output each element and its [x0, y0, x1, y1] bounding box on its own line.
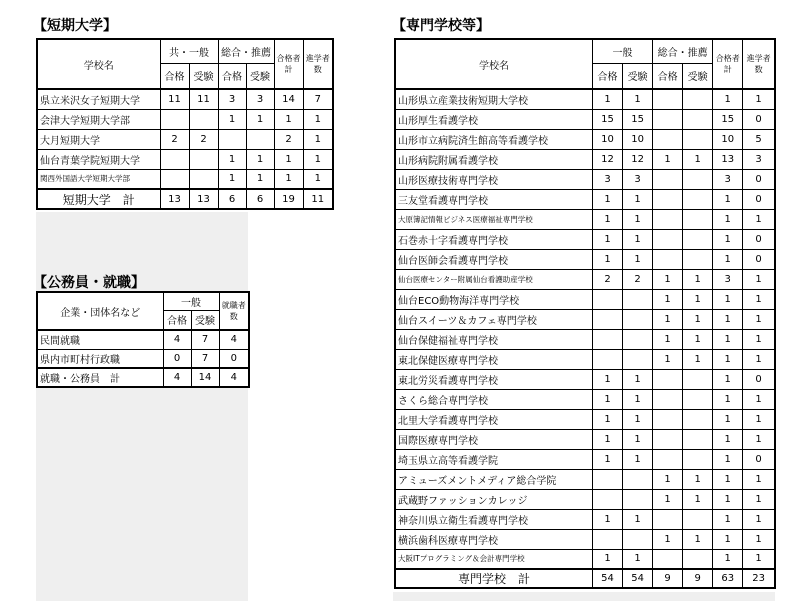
cell: 1	[743, 289, 775, 309]
cell: 1	[713, 209, 743, 229]
cell	[160, 169, 189, 189]
cell: 6	[246, 189, 274, 209]
cell: 1	[743, 429, 775, 449]
cell	[683, 409, 713, 429]
table-row	[395, 429, 775, 449]
cell: 1	[743, 409, 775, 429]
school-name: 山形病院附属看護学校	[395, 149, 593, 169]
cell	[623, 349, 653, 369]
cell: 1	[653, 289, 683, 309]
cell	[246, 129, 274, 149]
header-total-pass: 合格者計	[274, 39, 303, 89]
cell: 13	[189, 189, 218, 209]
cell	[653, 449, 683, 469]
table-row	[395, 389, 775, 409]
cell	[653, 189, 683, 209]
cell: 1	[218, 109, 246, 129]
cell: 9	[683, 569, 713, 588]
table-row	[37, 109, 333, 129]
cell: 1	[274, 169, 303, 189]
school-name: 山形市立病院済生館高等看護学校	[395, 129, 593, 149]
table-row	[395, 249, 775, 269]
table-row	[395, 489, 775, 509]
cell: 13	[160, 189, 189, 209]
cell: 1	[593, 89, 623, 109]
cell: 1	[713, 89, 743, 109]
cell: 1	[713, 489, 743, 509]
table-row	[395, 469, 775, 489]
cell: 11	[189, 89, 218, 109]
table-row	[37, 169, 333, 189]
cell: 1	[274, 109, 303, 129]
cell	[653, 129, 683, 149]
cell	[683, 449, 713, 469]
header-exam: 受験	[189, 63, 218, 89]
cell: 14	[191, 368, 219, 387]
cell: 10	[593, 129, 623, 149]
cell: 12	[593, 149, 623, 169]
cell: 1	[303, 129, 333, 149]
cell: 12	[623, 149, 653, 169]
school-name: 仙台青葉学院短期大学	[37, 149, 160, 169]
table-row	[395, 269, 775, 289]
cell: 1	[653, 529, 683, 549]
cell: 0	[743, 249, 775, 269]
cell: 1	[743, 509, 775, 529]
cell: 7	[303, 89, 333, 109]
cell: 4	[163, 368, 191, 387]
header-recommend: 総合・推薦	[218, 39, 274, 63]
cell: 1	[593, 209, 623, 229]
header-school-name: 学校名	[395, 39, 593, 89]
school-name: 仙台保健福祉専門学校	[395, 329, 593, 349]
cell	[593, 469, 623, 489]
cell: 1	[246, 169, 274, 189]
school-name: 大阪ITプログラミング＆会計専門学校	[395, 549, 593, 569]
table-row	[395, 189, 775, 209]
cell: 1	[653, 329, 683, 349]
cell: 7	[191, 330, 219, 349]
school-name: 国際医療専門学校	[395, 429, 593, 449]
header-enrolled: 進学者数	[303, 39, 333, 89]
cell: 3	[218, 89, 246, 109]
school-name: 山形厚生看護学校	[395, 109, 593, 129]
cell	[683, 369, 713, 389]
cell: 3	[743, 149, 775, 169]
cell: 1	[303, 169, 333, 189]
cell: 3	[713, 169, 743, 189]
school-name: 三友堂看護専門学校	[395, 189, 593, 209]
cell: 2	[189, 129, 218, 149]
cell: 1	[743, 209, 775, 229]
cell	[189, 149, 218, 169]
background-panel-right	[393, 592, 775, 601]
cell: 2	[160, 129, 189, 149]
cell: 1	[713, 449, 743, 469]
cell	[653, 89, 683, 109]
cell	[653, 509, 683, 529]
table-row	[395, 169, 775, 189]
organization-name: 民間就職	[37, 330, 163, 349]
cell: 1	[274, 149, 303, 169]
cell: 15	[593, 109, 623, 129]
cell	[653, 169, 683, 189]
table-row	[37, 129, 333, 149]
table-row	[395, 369, 775, 389]
cell: 1	[653, 489, 683, 509]
cell	[683, 429, 713, 449]
cell	[160, 109, 189, 129]
table-row	[395, 449, 775, 469]
cell: 1	[743, 489, 775, 509]
vocational-table	[394, 38, 776, 589]
cell: 1	[593, 249, 623, 269]
cell: 1	[743, 349, 775, 369]
cell	[683, 89, 713, 109]
cell: 1	[623, 409, 653, 429]
cell: 11	[303, 189, 333, 209]
cell: 1	[683, 469, 713, 489]
cell: 54	[593, 569, 623, 588]
cell: 63	[713, 569, 743, 588]
table-row	[395, 349, 775, 369]
cell	[683, 389, 713, 409]
cell	[593, 349, 623, 369]
cell	[623, 529, 653, 549]
cell: 1	[713, 229, 743, 249]
cell: 1	[713, 249, 743, 269]
cell: 1	[623, 189, 653, 209]
employment-table	[36, 291, 250, 388]
cell	[683, 189, 713, 209]
organization-name: 県内市町村行政職	[37, 349, 163, 368]
total-row	[37, 189, 333, 209]
cell: 1	[593, 409, 623, 429]
cell	[683, 169, 713, 189]
cell: 1	[653, 269, 683, 289]
cell: 1	[593, 449, 623, 469]
cell: 1	[713, 509, 743, 529]
table-row	[395, 529, 775, 549]
cell	[653, 429, 683, 449]
cell: 1	[743, 389, 775, 409]
cell: 15	[713, 109, 743, 129]
cell: 4	[219, 368, 249, 387]
cell: 1	[623, 429, 653, 449]
school-name: 県立米沢女子短期大学	[37, 89, 160, 109]
cell: 1	[683, 329, 713, 349]
cell	[160, 149, 189, 169]
school-name: 山形県立産業技術短期大学校	[395, 89, 593, 109]
cell: 1	[743, 469, 775, 489]
table-row	[395, 149, 775, 169]
cell	[189, 169, 218, 189]
cell: 1	[743, 89, 775, 109]
cell: 4	[163, 330, 191, 349]
cell	[683, 509, 713, 529]
header-exam: 受験	[246, 63, 274, 89]
cell: 1	[593, 429, 623, 449]
table-row	[395, 129, 775, 149]
cell: 0	[743, 189, 775, 209]
cell: 1	[623, 389, 653, 409]
cell: 0	[743, 449, 775, 469]
cell	[593, 289, 623, 309]
cell	[623, 469, 653, 489]
cell: 1	[683, 269, 713, 289]
cell: 11	[160, 89, 189, 109]
organization-name: 就職・公務員 計	[37, 368, 163, 387]
cell: 13	[713, 149, 743, 169]
total-row	[395, 569, 775, 588]
cell	[683, 129, 713, 149]
cell: 0	[219, 349, 249, 368]
cell: 1	[743, 269, 775, 289]
cell: 2	[593, 269, 623, 289]
cell: 0	[163, 349, 191, 368]
cell: 1	[713, 289, 743, 309]
school-name: 東北保健医療専門学校	[395, 349, 593, 369]
cell: 1	[743, 529, 775, 549]
table-row	[37, 349, 249, 368]
total-row	[37, 368, 249, 387]
school-name: 神奈川県立衛生看護専門学校	[395, 509, 593, 529]
cell: 1	[623, 89, 653, 109]
cell	[218, 129, 246, 149]
total-label: 短期大学 計	[37, 189, 160, 209]
cell: 1	[623, 509, 653, 529]
cell	[593, 309, 623, 329]
school-name: 仙台医療センター附属仙台看護助産学校	[395, 269, 593, 289]
header-general: 共・一般	[160, 39, 218, 63]
cell: 1	[683, 289, 713, 309]
cell: 10	[713, 129, 743, 149]
cell: 1	[743, 309, 775, 329]
header-general: 一般	[163, 292, 219, 310]
cell: 1	[653, 149, 683, 169]
school-name: 仙台医師会看護専門学校	[395, 249, 593, 269]
header-recommend: 総合・推薦	[653, 39, 713, 63]
cell: 1	[623, 449, 653, 469]
header-general: 一般	[593, 39, 653, 63]
cell	[623, 309, 653, 329]
cell: 1	[653, 309, 683, 329]
cell: 1	[713, 349, 743, 369]
cell: 1	[713, 189, 743, 209]
cell: 3	[593, 169, 623, 189]
cell	[653, 109, 683, 129]
cell	[683, 209, 713, 229]
table-row	[37, 149, 333, 169]
header-pass: 合格	[218, 63, 246, 89]
cell	[593, 529, 623, 549]
school-name: 仙台スイーツ＆カフェ専門学校	[395, 309, 593, 329]
school-name: さくら総合専門学校	[395, 389, 593, 409]
school-name: 山形医療技術専門学校	[395, 169, 593, 189]
cell	[653, 229, 683, 249]
cell: 0	[743, 109, 775, 129]
cell: 0	[743, 369, 775, 389]
table-row	[37, 89, 333, 109]
cell	[683, 249, 713, 269]
cell	[593, 489, 623, 509]
cell: 1	[593, 369, 623, 389]
table-row	[395, 209, 775, 229]
cell	[623, 289, 653, 309]
total-label: 専門学校 計	[395, 569, 593, 588]
header-exam: 受験	[683, 63, 713, 89]
cell: 1	[653, 469, 683, 489]
cell: 1	[683, 309, 713, 329]
cell	[653, 209, 683, 229]
school-name: 武蔵野ファッションカレッジ	[395, 489, 593, 509]
cell: 5	[743, 129, 775, 149]
header-enrolled: 進学者数	[743, 39, 775, 89]
table-row	[395, 89, 775, 109]
table-row	[37, 330, 249, 349]
school-name: 仙台ECO動物海洋専門学校	[395, 289, 593, 309]
cell: 1	[683, 529, 713, 549]
cell	[683, 229, 713, 249]
cell: 1	[713, 529, 743, 549]
header-total-pass: 合格者計	[713, 39, 743, 89]
cell: 1	[593, 189, 623, 209]
header-pass: 合格	[163, 310, 191, 330]
school-name: 北里大学看護専門学校	[395, 409, 593, 429]
header-organization: 企業・団体名など	[37, 292, 163, 330]
cell: 1	[623, 369, 653, 389]
cell: 1	[713, 429, 743, 449]
cell: 1	[713, 389, 743, 409]
cell: 1	[713, 409, 743, 429]
school-name: 会津大学短期大学部	[37, 109, 160, 129]
school-name: 東北労災看護専門学校	[395, 369, 593, 389]
cell	[653, 249, 683, 269]
cell: 1	[713, 309, 743, 329]
junior-college-table	[36, 38, 334, 210]
cell: 9	[653, 569, 683, 588]
cell	[683, 109, 713, 129]
cell	[653, 389, 683, 409]
cell: 1	[303, 109, 333, 129]
cell: 1	[593, 509, 623, 529]
cell	[189, 109, 218, 129]
cell	[593, 329, 623, 349]
cell: 1	[246, 149, 274, 169]
cell	[653, 369, 683, 389]
cell: 1	[713, 549, 743, 569]
table-row	[395, 289, 775, 309]
cell: 1	[303, 149, 333, 169]
cell: 7	[191, 349, 219, 368]
cell: 1	[683, 489, 713, 509]
cell: 54	[623, 569, 653, 588]
table-row	[395, 509, 775, 529]
school-name: 大原簿記情報ビジネス医療福祉専門学校	[395, 209, 593, 229]
school-name: アミューズメントメディア総合学院	[395, 469, 593, 489]
cell: 19	[274, 189, 303, 209]
school-name: 石巻赤十字看護専門学校	[395, 229, 593, 249]
cell: 14	[274, 89, 303, 109]
school-name: 関西外国語大学短期大学部	[37, 169, 160, 189]
table-row	[395, 109, 775, 129]
cell: 6	[218, 189, 246, 209]
cell: 3	[713, 269, 743, 289]
cell: 23	[743, 569, 775, 588]
cell: 3	[246, 89, 274, 109]
cell: 1	[593, 389, 623, 409]
header-pass: 合格	[653, 63, 683, 89]
cell: 1	[246, 109, 274, 129]
cell: 1	[623, 229, 653, 249]
cell: 1	[623, 549, 653, 569]
background-panel-left	[36, 212, 248, 601]
vocational-title: 【専門学校等】	[392, 18, 490, 34]
school-name: 埼玉県立高等看護学院	[395, 449, 593, 469]
cell: 1	[653, 349, 683, 369]
header-employed: 就職者数	[219, 292, 249, 330]
header-pass: 合格	[160, 63, 189, 89]
cell: 1	[713, 469, 743, 489]
cell: 1	[623, 249, 653, 269]
cell: 1	[743, 549, 775, 569]
cell: 0	[743, 169, 775, 189]
cell: 10	[623, 129, 653, 149]
cell	[653, 409, 683, 429]
cell: 1	[593, 549, 623, 569]
cell: 1	[713, 369, 743, 389]
cell: 1	[593, 229, 623, 249]
junior-college-title: 【短期大学】	[33, 18, 117, 34]
cell: 4	[219, 330, 249, 349]
header-exam: 受験	[191, 310, 219, 330]
table-row	[395, 549, 775, 569]
table-row	[395, 309, 775, 329]
school-name: 横浜歯科医療専門学校	[395, 529, 593, 549]
table-row	[395, 329, 775, 349]
cell	[623, 489, 653, 509]
cell	[653, 549, 683, 569]
cell: 1	[623, 209, 653, 229]
cell: 1	[218, 169, 246, 189]
table-row	[395, 229, 775, 249]
cell	[683, 549, 713, 569]
cell: 15	[623, 109, 653, 129]
school-name: 大月短期大学	[37, 129, 160, 149]
employment-title: 【公務員・就職】	[33, 275, 145, 291]
cell: 1	[218, 149, 246, 169]
header-pass: 合格	[593, 63, 623, 89]
cell: 1	[743, 329, 775, 349]
cell: 2	[274, 129, 303, 149]
cell: 2	[623, 269, 653, 289]
cell: 1	[683, 349, 713, 369]
header-exam: 受験	[623, 63, 653, 89]
header-school-name: 学校名	[37, 39, 160, 89]
table-row	[395, 409, 775, 429]
cell: 3	[623, 169, 653, 189]
cell: 0	[743, 229, 775, 249]
cell: 1	[713, 329, 743, 349]
cell: 1	[683, 149, 713, 169]
cell	[623, 329, 653, 349]
